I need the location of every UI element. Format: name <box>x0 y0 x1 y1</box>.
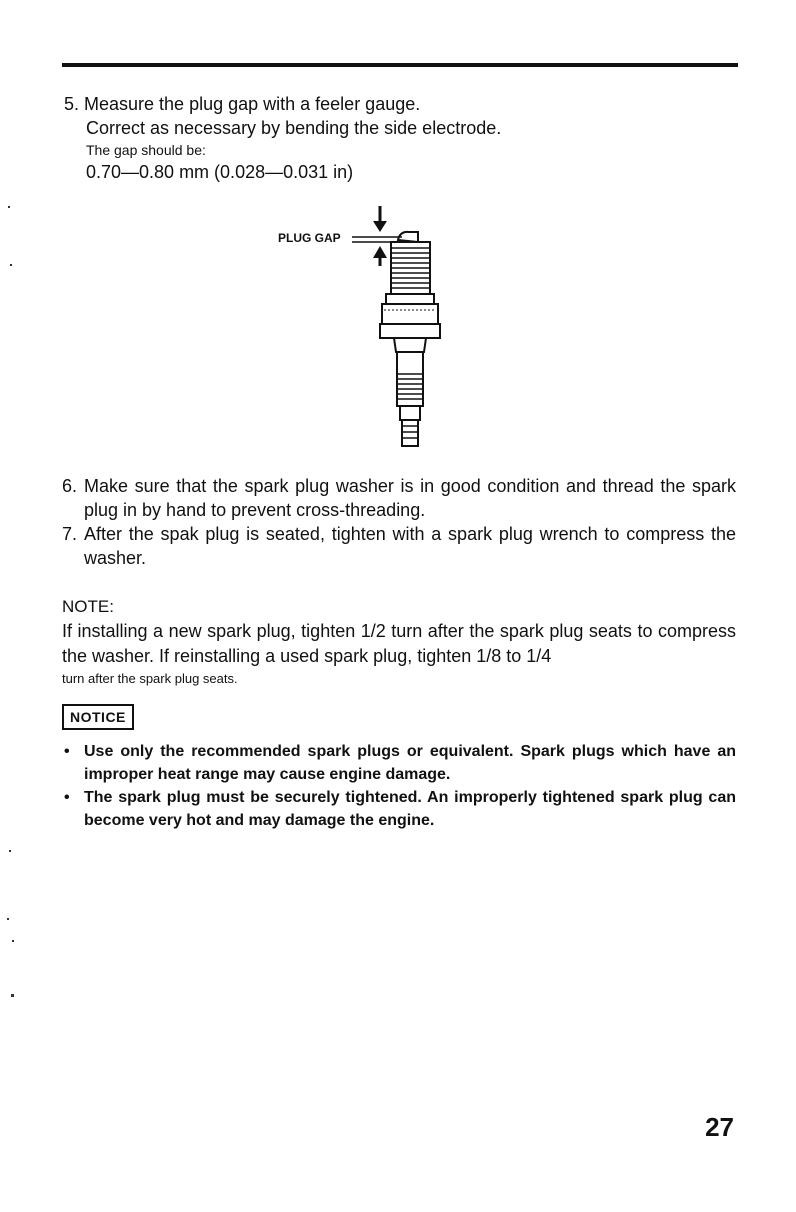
step-6-number: 6. <box>62 476 78 496</box>
spark-plug-figure <box>276 202 476 464</box>
notice-bullet <box>62 786 736 832</box>
notice-block <box>62 704 736 832</box>
plug-gap-label: PLUG GAP <box>278 231 341 245</box>
scan-speck <box>8 206 10 208</box>
scan-speck <box>10 264 12 266</box>
note-body: If installing a new spark plug, tighten 1/2 turn after the spark plug seats to compress the washer. If reinstalling a used spark plug, tighten 1/8 to 1/4 <box>62 621 736 666</box>
step-7 <box>62 522 736 570</box>
bullet-dot-icon: • <box>64 789 70 806</box>
note-block <box>62 595 736 689</box>
scan-speck <box>11 994 14 997</box>
step-5 <box>64 92 744 184</box>
arrow-down-icon <box>373 221 387 232</box>
notice-label: NOTICE <box>62 704 134 730</box>
header-rule <box>62 63 738 67</box>
plug-hex <box>382 304 438 324</box>
steps-6-7 <box>62 474 736 570</box>
scan-speck <box>12 940 14 942</box>
step-6-text: Make sure that the spark plug washer is in good condition and thread the spark plug in by hand to prevent cross-threading. <box>84 476 736 520</box>
plug-insulator-neck <box>394 338 426 352</box>
scan-speck <box>9 850 11 852</box>
step-7-text: After the spak plug is seated, tighten with a spark plug wrench to compress the washer. <box>84 524 736 568</box>
plug-terminal <box>402 420 418 446</box>
plug-terminal-neck <box>400 406 420 420</box>
plug-hex-lower <box>380 324 440 338</box>
gap-spec-label: The gap should be: <box>86 142 206 158</box>
bullet-dot-icon: • <box>64 743 70 760</box>
notice-bullets <box>62 740 736 832</box>
scan-speck <box>7 918 9 920</box>
plug-washer <box>386 294 434 304</box>
note-title: NOTE: <box>62 597 114 616</box>
notice-bullet <box>62 740 736 786</box>
step-5-instruction: 5. Measure the plug gap with a feeler gauge. <box>64 94 421 114</box>
page-number: 27 <box>705 1112 734 1142</box>
gap-spec-value: 0.70—0.80 mm (0.028—0.031 in) <box>86 162 354 182</box>
step-5-correction: Correct as necessary by bending the side electrode. <box>86 118 502 138</box>
notice-bullet-text: The spark plug must be securely tightened. An improperly tightened spark plug can become very hot and may damage the engine. <box>84 789 736 829</box>
step-7-number: 7. <box>62 524 78 544</box>
notice-bullet-text: Use only the recommended spark plugs or equivalent. Spark plugs which have an improper heat range may cause engine damage. <box>84 743 736 783</box>
note-body-end: turn after the spark plug seats. <box>62 671 238 686</box>
step-6 <box>62 474 736 522</box>
